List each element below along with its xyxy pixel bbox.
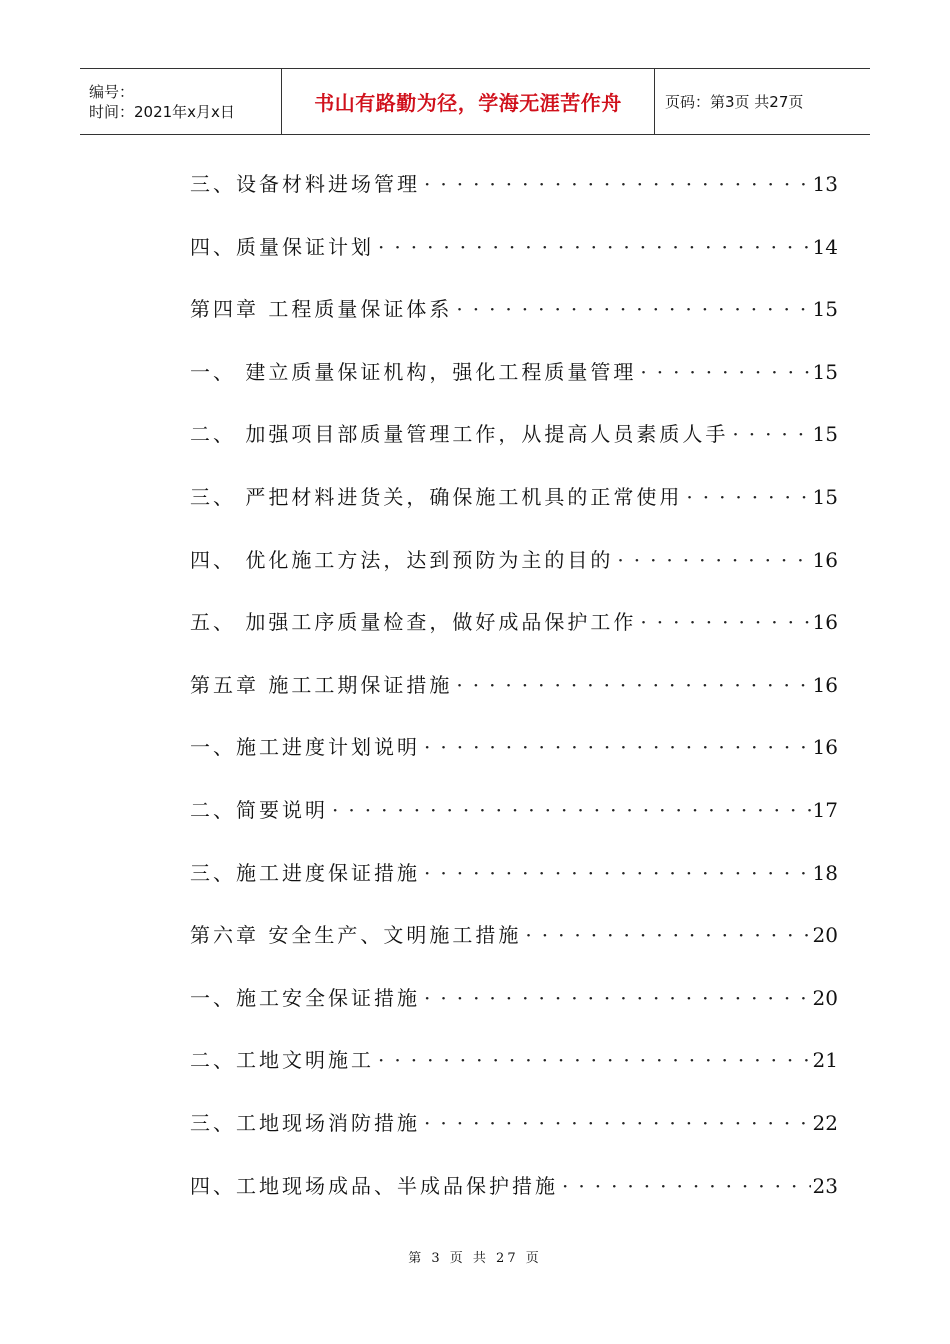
toc-entry-title: 二、工地文明施工	[190, 1048, 374, 1073]
toc-entry[interactable]	[190, 164, 838, 227]
toc-entry[interactable]	[190, 853, 838, 916]
toc-entry[interactable]	[190, 665, 838, 728]
toc-entry-title: 四、质量保证计划	[190, 234, 374, 259]
toc-entry-title: 第六章 安全生产、文明施工措施	[190, 923, 522, 948]
toc-entry-page: 17	[812, 797, 838, 822]
toc-entry-page: 16	[812, 610, 838, 635]
toc-entry[interactable]	[190, 414, 838, 477]
toc-leader-dots	[374, 1040, 811, 1080]
page-footer: 第 3 页 共 27 页	[408, 1251, 542, 1266]
header-motto: 书山有路勤为径，学海无涯苦作舟	[314, 91, 622, 115]
page-header	[80, 68, 870, 135]
toc-entry-page: 13	[812, 172, 838, 196]
toc-entry-title: 三、工地现场消防措施	[190, 1110, 420, 1135]
toc-entry-page: 16	[812, 547, 838, 572]
toc-entry[interactable]	[190, 289, 838, 352]
toc-leader-dots	[328, 790, 811, 830]
toc-entry-page: 15	[812, 359, 838, 384]
toc-entry[interactable]	[190, 915, 838, 978]
toc-leader-dots	[420, 853, 811, 893]
toc-entry-title: 一、 建立质量保证机构，强化工程质量管理	[190, 359, 637, 384]
toc-entry[interactable]	[190, 790, 838, 853]
toc-entry-title: 一、施工安全保证措施	[190, 985, 420, 1010]
header-meta	[80, 69, 282, 134]
toc-entry[interactable]	[190, 1103, 838, 1166]
toc-entry-title: 第五章 施工工期保证措施	[190, 672, 453, 697]
toc-entry[interactable]	[190, 540, 838, 603]
toc-entry[interactable]	[190, 978, 838, 1041]
toc-leader-dots	[420, 164, 811, 204]
toc-entry-page: 23	[812, 1173, 838, 1198]
toc-entry-title: 四、工地现场成品、半成品保护措施	[190, 1173, 558, 1198]
toc-entry[interactable]	[190, 352, 838, 415]
toc-entry-title: 二、简要说明	[190, 797, 328, 822]
toc-entry-page: 15	[812, 484, 838, 509]
toc-entry-page: 16	[812, 672, 838, 697]
document-date: 时间：2021年x月x日	[89, 102, 235, 121]
toc-entry-title: 三、施工进度保证措施	[190, 860, 420, 885]
toc-entry[interactable]	[190, 1040, 838, 1103]
toc-entry-page: 15	[812, 297, 838, 322]
toc-entry-page: 22	[812, 1110, 838, 1135]
toc-entry-title: 五、 加强工序质量检查，做好成品保护工作	[190, 610, 637, 635]
toc-entry[interactable]	[190, 727, 838, 790]
toc-leader-dots	[682, 477, 810, 517]
header-motto-cell	[282, 69, 655, 134]
toc-leader-dots	[728, 414, 810, 454]
toc-entry-title: 第四章 工程质量保证体系	[190, 297, 453, 322]
toc-entry-title: 一、施工进度计划说明	[190, 735, 420, 760]
toc-leader-dots	[636, 352, 810, 392]
toc-leader-dots	[420, 978, 811, 1018]
toc-leader-dots	[420, 727, 811, 767]
header-page-info: 页码：第3页 共27页	[665, 93, 804, 111]
toc-leader-dots	[452, 665, 810, 705]
toc-entry-title: 四、 优化施工方法，达到预防为主的目的	[190, 547, 614, 572]
toc-leader-dots	[374, 227, 811, 267]
toc-entry[interactable]	[190, 602, 838, 665]
toc-entry-title: 二、 加强项目部质量管理工作，从提高人员素质人手	[190, 422, 729, 447]
toc-leader-dots	[636, 602, 810, 642]
toc-entry[interactable]	[190, 227, 838, 290]
toc-leader-dots	[558, 1166, 811, 1206]
toc-entry-page: 18	[812, 860, 838, 885]
table-of-contents	[190, 164, 838, 1228]
document-number-label: 编号：	[89, 82, 135, 101]
toc-entry-page: 16	[812, 735, 838, 760]
toc-entry-page: 15	[812, 422, 838, 447]
toc-entry-title: 三、 严把材料进货关，确保施工机具的正常使用	[190, 484, 683, 509]
toc-entry[interactable]	[190, 477, 838, 540]
toc-entry-page: 14	[812, 234, 838, 259]
toc-entry-title: 三、设备材料进场管理	[190, 172, 420, 196]
toc-entry[interactable]	[190, 1166, 838, 1229]
toc-leader-dots	[452, 289, 810, 329]
toc-leader-dots	[521, 915, 810, 955]
toc-entry-page: 21	[812, 1048, 838, 1073]
toc-entry-page: 20	[812, 985, 838, 1010]
toc-entry-page: 20	[812, 923, 838, 948]
toc-leader-dots	[420, 1103, 811, 1143]
toc-leader-dots	[613, 540, 810, 580]
